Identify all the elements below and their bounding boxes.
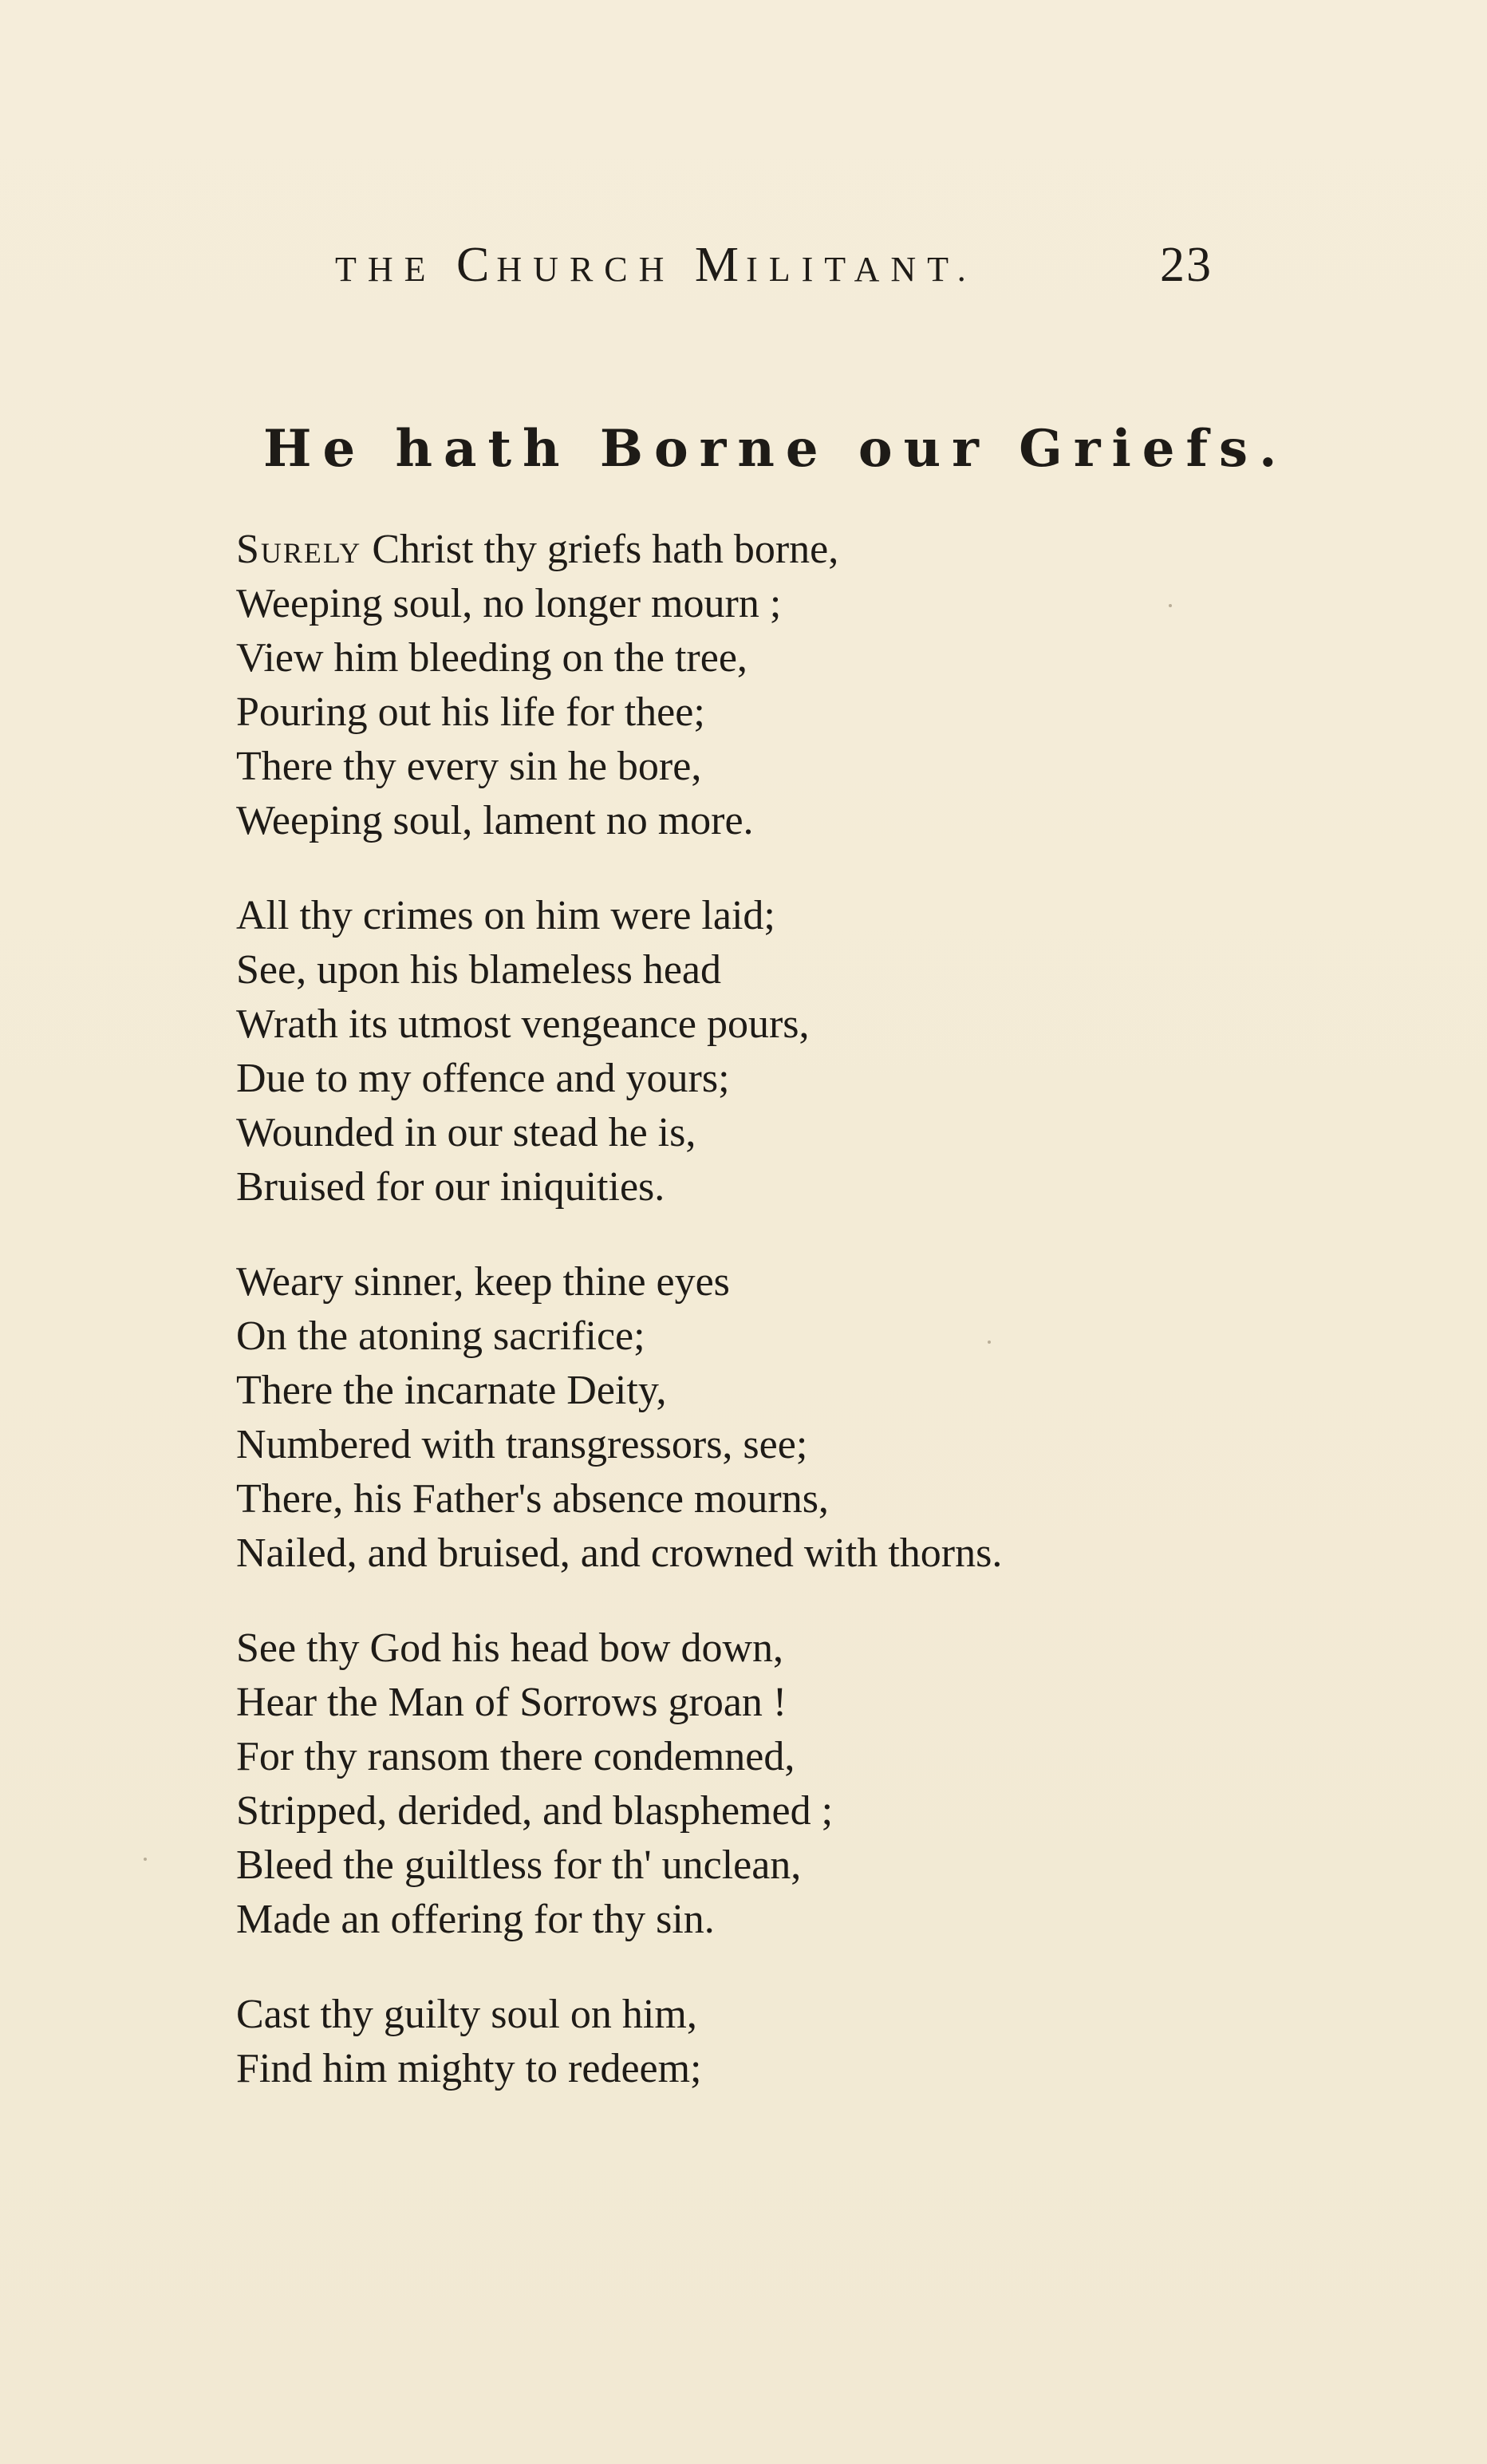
running-head-word1-initial: C — [456, 238, 497, 292]
poem-line: There thy every sin he bore, — [236, 744, 702, 789]
poem-line: There, his Father's absence mourns, — [236, 1476, 829, 1522]
poem-first-word: Surely — [236, 527, 362, 572]
poem-line: View him bleeding on the tree, — [236, 635, 747, 681]
poem-line: All thy crimes on him were laid; — [236, 893, 775, 938]
running-head-word2-initial: M — [694, 238, 747, 292]
poem-line: For thy ransom there condemned, — [236, 1734, 795, 1779]
running-head — [335, 233, 1213, 297]
poem-line: Bleed the guiltless for th' unclean, — [236, 1842, 802, 1888]
running-head-title — [335, 233, 977, 302]
poem-line: Pouring out his life for thee; — [236, 689, 705, 735]
running-head-article: THE — [335, 250, 437, 289]
paper-speck — [988, 1341, 991, 1344]
poem-body — [236, 523, 1273, 2137]
poem-title: He hath Borne our Griefs. — [263, 419, 1288, 479]
poem-line: Due to my offence and yours; — [236, 1056, 730, 1101]
poem-line: Nailed, and bruised, and crowned with thorns. — [236, 1530, 1003, 1576]
poem-line: Weary sinner, keep thine eyes — [236, 1259, 730, 1305]
poem-line: Weeping soul, no longer mourn ; — [236, 581, 782, 626]
poem-line: Cast thy guilty soul on him, — [236, 1992, 697, 2037]
stanza-4 — [236, 1621, 1273, 1947]
paper-speck — [1169, 604, 1172, 607]
stanza-5 — [236, 1988, 1273, 2096]
poem-line — [236, 523, 1273, 577]
poem-line: Find him mighty to redeem; — [236, 2046, 702, 2091]
running-head-word1-rest: HURCH — [496, 250, 676, 289]
poem-line: Hear the Man of Sorrows groan ! — [236, 1680, 787, 1725]
poem-first-line-rest: Christ thy griefs hath borne, — [361, 527, 839, 572]
poem-line: See thy God his head bow down, — [236, 1625, 784, 1671]
poem-line: Weeping soul, lament no more. — [236, 798, 754, 843]
poem-line: On the atoning sacrifice; — [236, 1313, 645, 1359]
poem-line: See, upon his blameless head — [236, 947, 721, 993]
poem-line: There the incarnate Deity, — [236, 1368, 667, 1413]
poem-line: Bruised for our iniquities. — [236, 1164, 665, 1210]
stanza-3 — [236, 1255, 1273, 1581]
page-number: 23 — [1160, 238, 1213, 292]
poem-line: Stripped, derided, and blasphemed ; — [236, 1788, 834, 1834]
poem-line: Made an offering for thy sin. — [236, 1897, 715, 1942]
running-head-word2-rest: ILITANT. — [746, 250, 977, 289]
stanza-1 — [236, 523, 1273, 848]
paper-speck — [144, 1858, 147, 1861]
poem-line: Numbered with transgressors, see; — [236, 1422, 808, 1467]
stanza-2 — [236, 889, 1273, 1214]
poem-line: Wrath its utmost vengeance pours, — [236, 1001, 810, 1047]
poem-line: Wounded in our stead he is, — [236, 1110, 696, 1155]
